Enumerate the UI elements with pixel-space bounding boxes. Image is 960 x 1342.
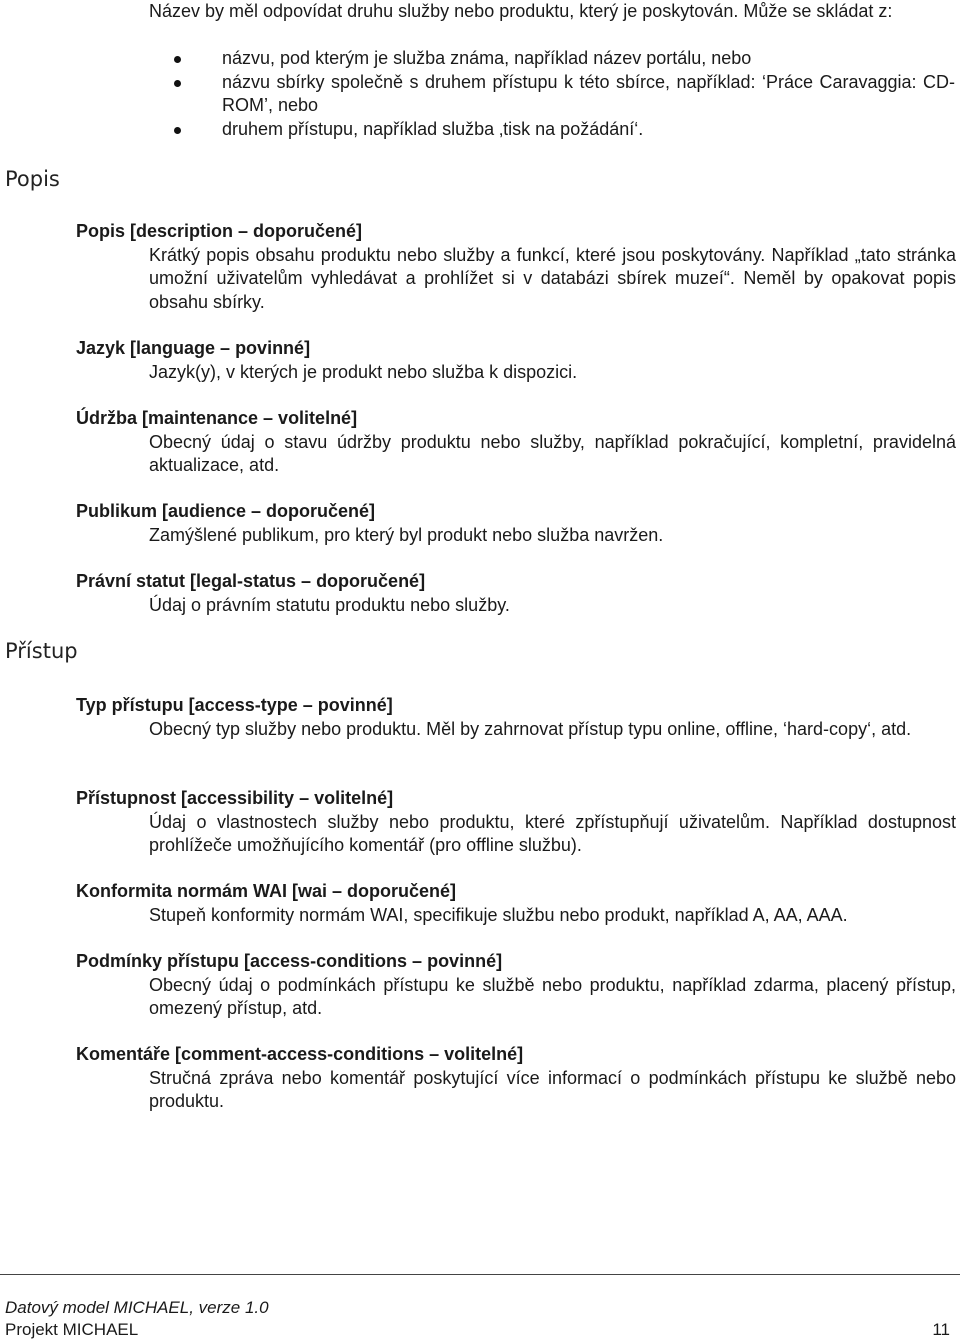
entry-title: Právní statut [legal-status – doporučené] <box>76 571 426 591</box>
bullet-item <box>149 47 955 71</box>
section-label-popis: Popis <box>5 167 60 191</box>
entry-title: Údržba [maintenance – volitelné] <box>76 408 358 428</box>
entry-accessibility <box>76 787 956 858</box>
bullet-dot-icon <box>174 127 181 134</box>
entry-description <box>76 220 956 314</box>
page-number: 11 <box>932 1320 950 1339</box>
footer-model-version: Datový model MICHAEL, verze 1.0 <box>5 1298 269 1317</box>
bullet-text: názvu, pod kterým je služba známa, například název portálu, nebo <box>222 48 752 68</box>
bullet-dot-icon <box>174 56 181 63</box>
entry-comment-access-conditions <box>76 1043 956 1114</box>
entry-maintenance <box>76 407 956 478</box>
entry-body: Jazyk(y), v kterých je produkt nebo služba k dispozici. <box>149 361 578 382</box>
section-label-pristup: Přístup <box>5 639 78 663</box>
entry-access-conditions <box>76 950 956 1021</box>
bullet-dot-icon <box>174 80 181 87</box>
entry-title: Publikum [audience – doporučené] <box>76 501 376 521</box>
entry-title: Jazyk [language – povinné] <box>76 338 311 358</box>
entry-body: Obecný údaj o stavu údržby produktu nebo služby, například pokračující, kompletní, pravidelná aktualizace, atd. <box>149 431 956 475</box>
entry-title: Konformita normám WAI [wai – doporučené] <box>76 881 457 901</box>
intro-paragraph: Název by měl odpovídat druhu služby nebo produktu, který je poskytován. Může se skládat z: <box>149 1 893 21</box>
entry-wai <box>76 880 956 927</box>
entry-body: Údaj o vlastnostech služby nebo produktu, které zpřístupňují uživatelům. Například dostupnost prohlížeče umožňujícího komentář (pro offline službu). <box>149 811 956 855</box>
bullet-text: názvu sbírky společně s druhem přístupu k této sbírce, například: ‘Práce Caravaggia: CD-ROM’, nebo <box>222 71 955 115</box>
entry-legal-status <box>76 570 956 617</box>
entry-title: Typ přístupu [access-type – povinné] <box>76 695 393 715</box>
footer-divider <box>0 1274 960 1275</box>
entry-body: Krátký popis obsahu produktu nebo služby a funkcí, které jsou poskytovány. Například „tato stránka umožní uživatelům vyhledávat a prohlížet si v databázi sbírek muzeí“. Neměl by opakovat popis obsahu sbírky. <box>149 244 956 312</box>
entry-language <box>76 337 956 384</box>
entry-body: Údaj o právním statutu produktu nebo služby. <box>149 594 510 615</box>
entry-access-type <box>76 694 956 741</box>
entry-body: Obecný typ služby nebo produktu. Měl by zahrnovat přístup typu online, offline, ‘hard-copy‘, atd. <box>149 718 912 739</box>
intro-bullet-list <box>149 47 955 141</box>
bullet-text: druhem přístupu, například služba ‚tisk na požádání‘. <box>222 118 644 139</box>
bullet-item <box>149 118 955 142</box>
entry-body: Obecný údaj o podmínkách přístupu ke službě nebo produktu, například zdarma, placený přístup, omezený přístup, atd. <box>149 974 956 1018</box>
entry-title: Komentáře [comment-access-conditions – volitelné] <box>76 1044 524 1064</box>
entry-body: Zamýšlené publikum, pro který byl produkt nebo služba navržen. <box>149 524 664 545</box>
entry-audience <box>76 500 956 547</box>
entry-title: Podmínky přístupu [access-conditions – povinné] <box>76 951 503 971</box>
bullet-item <box>149 71 955 118</box>
entry-body: Stupeň konformity normám WAI, specifikuje službu nebo produkt, například A, AA, AAA. <box>149 904 848 925</box>
footer-project-name: Projekt MICHAEL <box>5 1320 139 1339</box>
entry-body: Stručná zpráva nebo komentář poskytující více informací o podmínkách přístupu ke službě nebo produktu. <box>149 1067 956 1111</box>
entry-title: Popis [description – doporučené] <box>76 221 363 241</box>
entry-title: Přístupnost [accessibility – volitelné] <box>76 788 394 808</box>
